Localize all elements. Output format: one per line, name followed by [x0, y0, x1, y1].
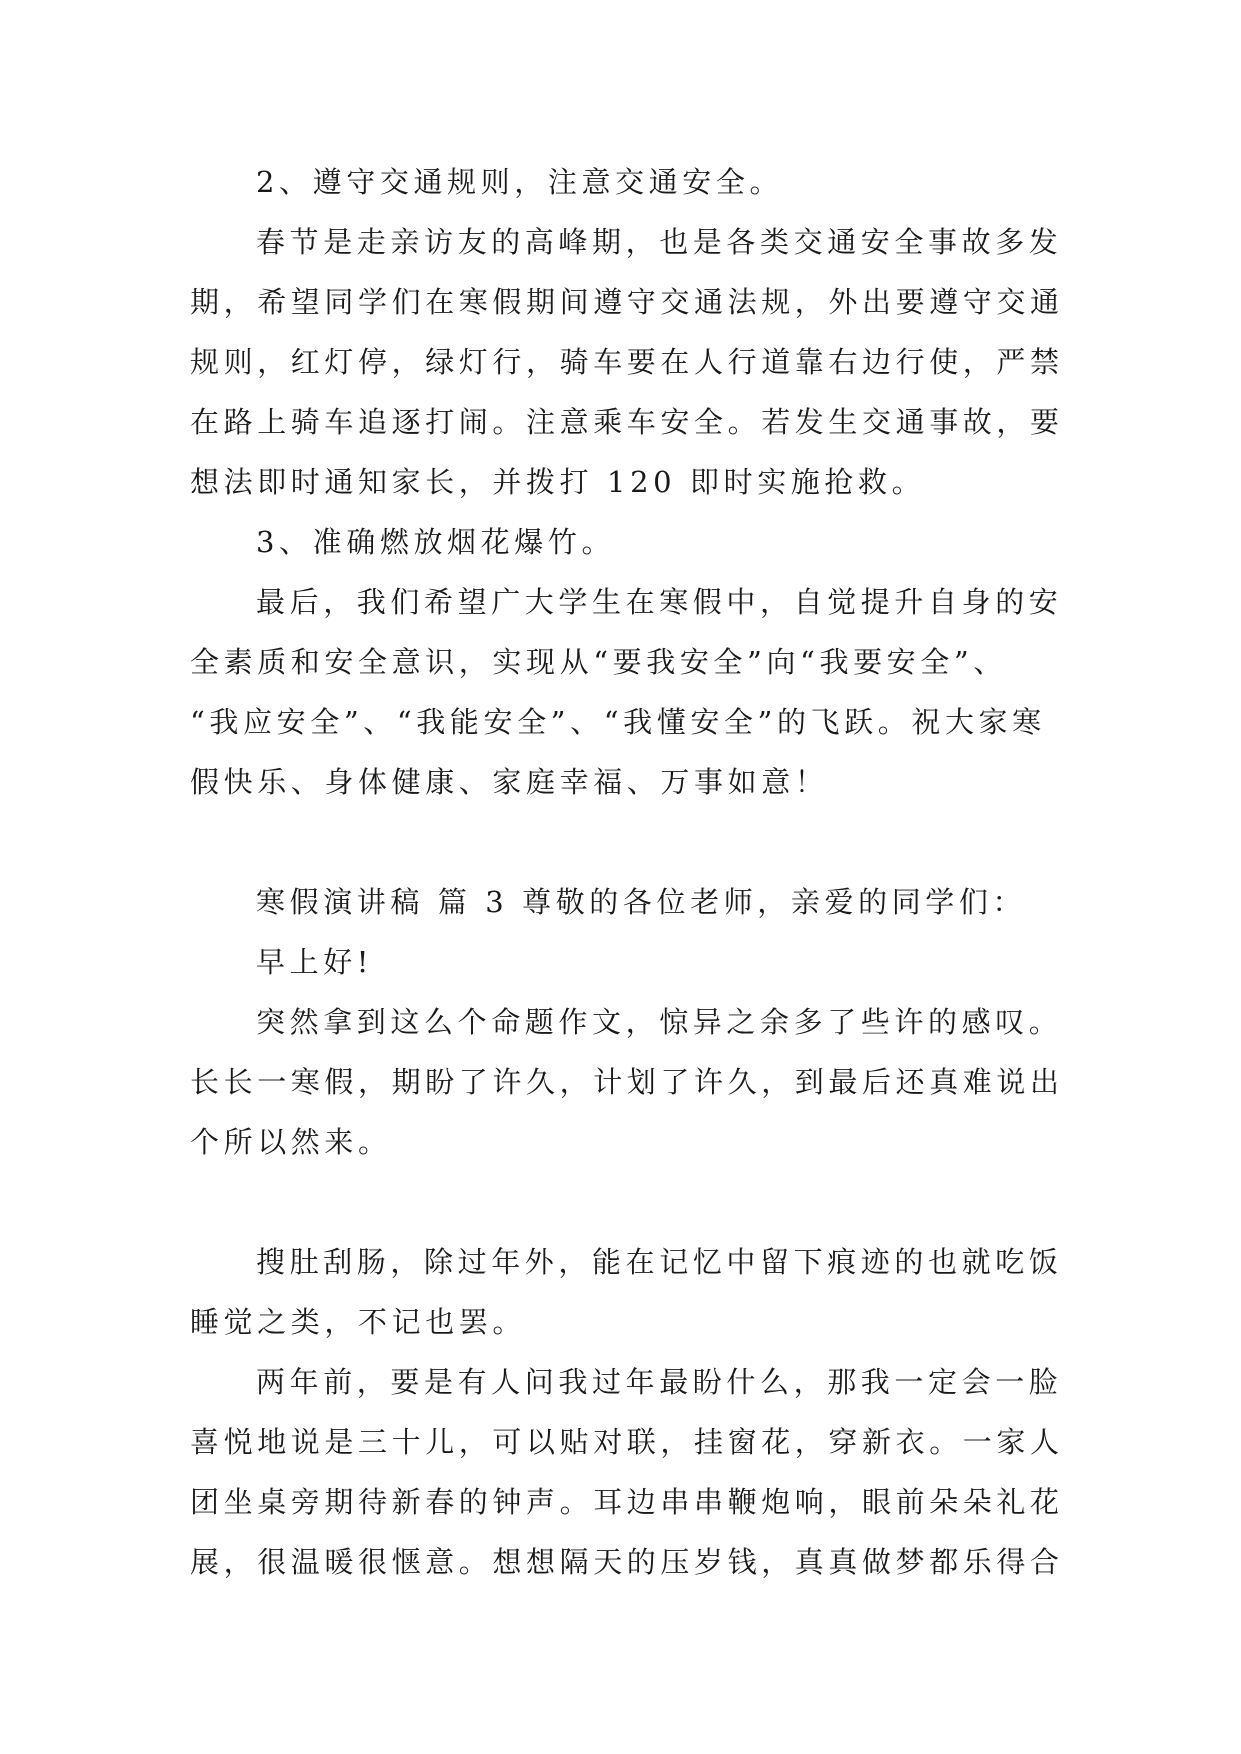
paragraph-line: 团坐桌旁期待新春的钟声。耳边串串鞭炮响，眼前朵朵礼花	[190, 1485, 1064, 1519]
paragraph-line: “我应安全”、“我能安全”、“我懂安全”的飞跃。祝大家寒	[190, 705, 1046, 739]
paragraph-line: 突然拿到这么个命题作文，惊异之余多了些许的感叹。	[256, 1005, 1063, 1039]
speech-title: 寒假演讲稿 篇 3 尊敬的各位老师，亲爱的同学们：	[256, 885, 1027, 919]
paragraph-line: 两年前，要是有人问我过年最盼什么，那我一定会一脸	[256, 1365, 1063, 1399]
paragraph-line: 长长一寒假，期盼了许久，计划了许久，到最后还真难说出	[190, 1065, 1064, 1099]
paragraph-line: 最后，我们希望广大学生在寒假中，自觉提升自身的安	[256, 585, 1063, 619]
paragraph-line: 搜肚刮肠，除过年外，能在记忆中留下痕迹的也就吃饭	[256, 1245, 1063, 1279]
paragraph-line: 假快乐、身体健康、家庭幸福、万事如意！	[190, 765, 829, 799]
paragraph-line: 睡觉之类，不记也罢。	[190, 1305, 527, 1339]
paragraph-line: 全素质和安全意识，实现从“要我安全”向“我要安全”、	[190, 645, 1007, 679]
paragraph-line: 个所以然来。	[190, 1125, 392, 1159]
paragraph-line: 规则，红灯停，绿灯行，骑车要在人行道靠右边行使，严禁	[190, 345, 1064, 379]
paragraph-line: 春节是走亲访友的高峰期，也是各类交通安全事故多发	[256, 225, 1063, 259]
section-heading-fireworks: 3、准确燃放烟花爆竹。	[256, 525, 616, 559]
greeting: 早上好!	[256, 945, 374, 979]
section-heading-traffic: 2、遵守交通规则，注意交通安全。	[256, 165, 784, 199]
paragraph-line: 喜悦地说是三十儿，可以贴对联，挂窗花，穿新衣。一家人	[190, 1425, 1064, 1459]
paragraph-line: 在路上骑车追逐打闹。注意乘车安全。若发生交通事故，要	[190, 405, 1064, 439]
paragraph-line: 想法即时通知家长，并拨打 120 即时实施抢救。	[190, 465, 926, 499]
paragraph-line: 展，很温暖很惬意。想想隔天的压岁钱，真真做梦都乐得合	[190, 1545, 1064, 1579]
paragraph-line: 期，希望同学们在寒假期间遵守交通法规，外出要遵守交通	[190, 285, 1064, 319]
